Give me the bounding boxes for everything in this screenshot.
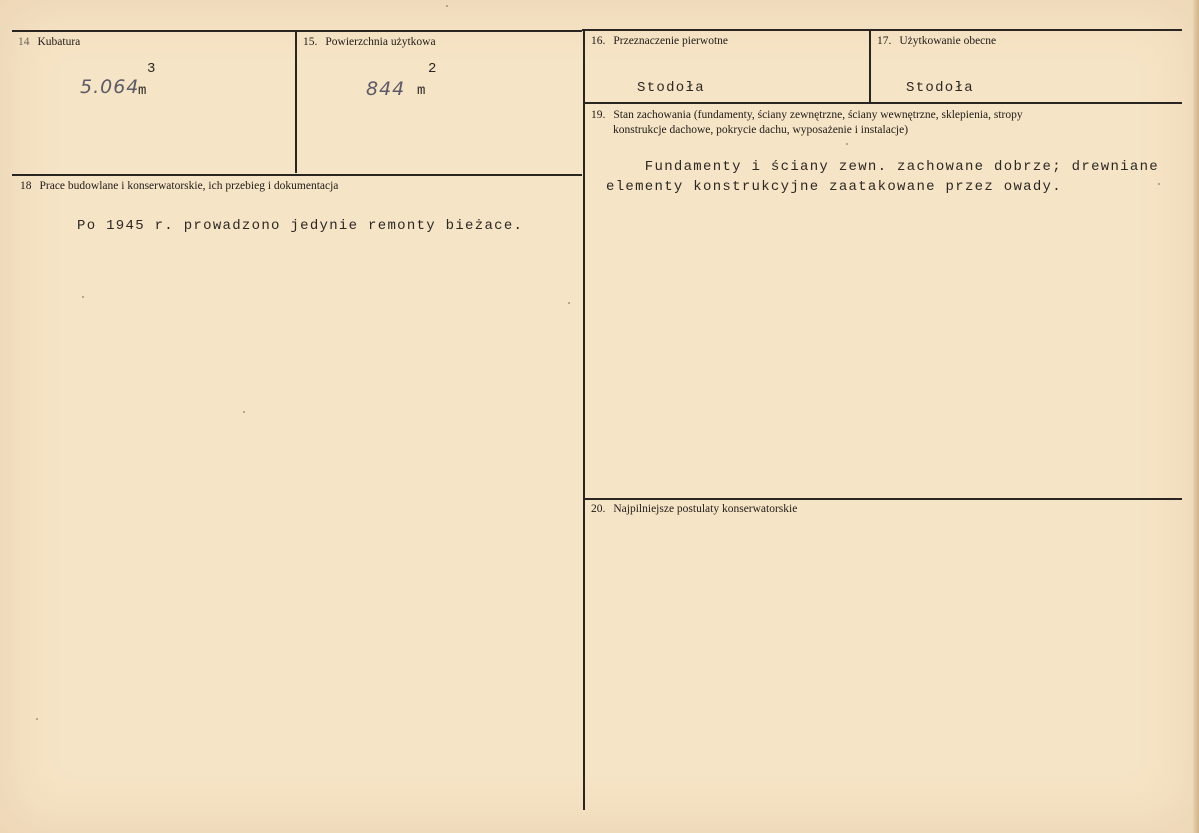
paper-speck [568,302,570,304]
paper-speck [446,5,448,7]
field-16-label: 16. Przeznaczenie pierwotne [591,35,728,47]
paper-speck [82,296,84,298]
top-rule-left [12,30,582,32]
field-17-value: Stodoła [906,80,974,96]
card-edge [1193,0,1199,833]
paper-speck [36,718,38,720]
divider-14-15 [295,31,297,173]
field-14-unit: m [138,83,147,99]
rule-above-19 [584,102,1182,104]
field-15-exponent: 2 [428,61,437,77]
field-18-label: 18 Prace budowlane i konserwatorskie, ich przebieg i dokumentacja [20,180,339,192]
field-14-label: 14 Kubatura [18,36,81,48]
top-rule-right [582,29,1182,31]
field-17-label: 17. Użytkowanie obecne [877,35,997,47]
field-18-value: Po 1945 r. prowadzono jedynie remonty bieżace. [77,218,524,234]
field-14-value: 5.064 [80,76,140,98]
field-16-value: Stodoła [637,80,705,96]
field-19-value-line2: elementy konstrukcyjne zaatakowane przez owady. [606,179,1062,195]
field-15-unit: m [417,83,426,99]
divider-16-17 [869,30,871,102]
main-vertical-divider [583,30,585,810]
field-15-label: 15. Powierzchnia użytkowa [303,36,436,48]
paper-speck [243,411,245,413]
paper-speck [846,143,848,145]
paper-speck [1158,183,1160,185]
rule-above-18 [12,174,582,176]
field-14-exponent: 3 [147,61,156,77]
field-19-value-line1: Fundamenty i ściany zewn. zachowane dobrze; drewniane [606,159,1159,175]
field-19-label: 19. Stan zachowania (fundamenty, ściany zewnętrzne, ściany wewnętrzne, sklepienia, stropy konstrukcje dachowe, pokrycie dachu, wyposażenie i instalacje) [591,109,1023,136]
field-20-label: 20. Najpilniejsze postulaty konserwatorskie [591,503,798,515]
field-15-value: 844 [366,78,406,100]
rule-above-20 [584,498,1182,500]
